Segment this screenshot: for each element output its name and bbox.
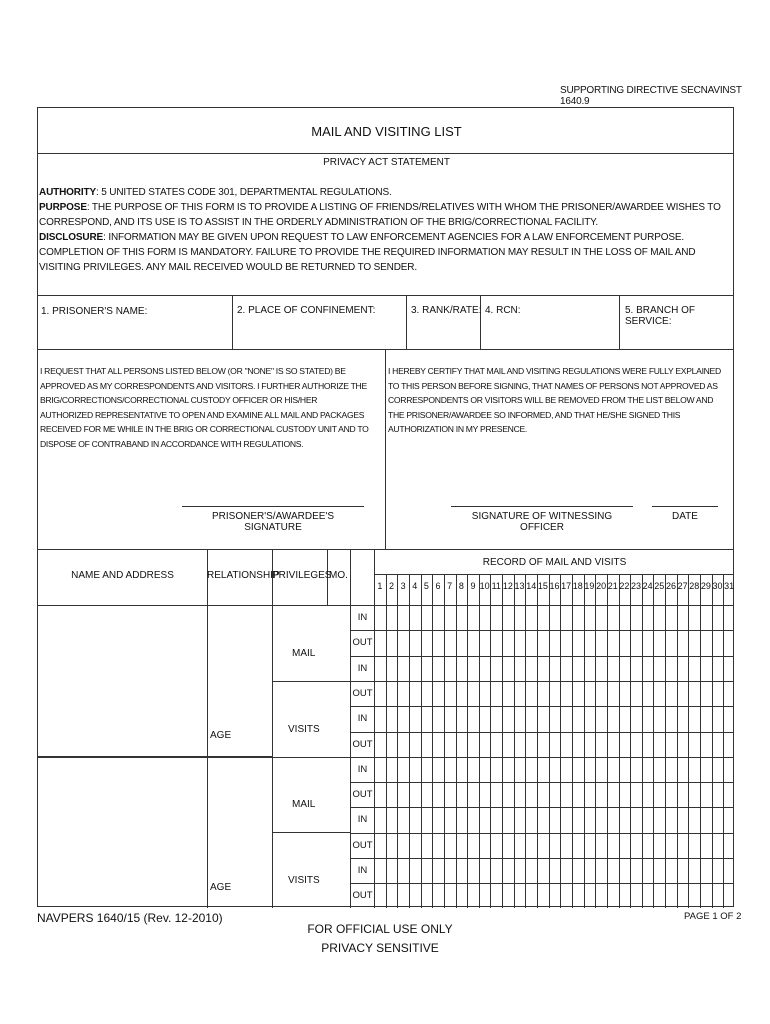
- mail-label: MAIL: [292, 648, 316, 659]
- prisoner-signature-line[interactable]: [182, 506, 364, 507]
- in-label: IN: [357, 814, 368, 826]
- prisoner-name-field[interactable]: 1. PRISONER'S NAME:: [41, 306, 148, 317]
- visits-label: VISITS: [288, 724, 320, 735]
- day-number: 26: [665, 581, 676, 591]
- day-number: 16: [549, 581, 560, 591]
- out-label: OUT: [352, 738, 373, 750]
- day-number: 24: [642, 581, 653, 591]
- grid-row-line: [350, 807, 733, 808]
- divider: [406, 295, 407, 349]
- page-number: PAGE 1 OF 2: [684, 911, 742, 922]
- authority-text: : 5 UNITED STATES CODE 301, DEPARTMENTAL REGULATIONS.: [95, 187, 392, 198]
- day-number: 12: [502, 581, 513, 591]
- divider: [480, 295, 481, 349]
- disclosure-text: : INFORMATION MAY BE GIVEN UPON REQUEST TO LAW ENFORCEMENT AGENCIES FOR A LAW ENFORCEMENT PURPOSE. COMPLETION OF THIS FORM IS MANDATORY. FAILURE TO PROVIDE THE REQUIRED INFORMATION MAY RESULT IN THE LOSS OF MAIL AND VISITING PRIVILEGES. ANY MAIL RECEIVED WOULD BE RETURNED TO SENDER.: [39, 232, 696, 273]
- disclosure-paragraph: [39, 230, 729, 275]
- day-number: 2: [388, 581, 394, 591]
- officer-signature-label: SIGNATURE OF WITNESSING OFFICER: [471, 511, 613, 533]
- divider: [272, 832, 350, 833]
- purpose-label: PURPOSE: [39, 202, 87, 213]
- divider: [38, 549, 733, 550]
- in-label: IN: [357, 612, 368, 623]
- grid-row-line: [350, 858, 733, 859]
- certification-statement: I HEREBY CERTIFY THAT MAIL AND VISITING REGULATIONS WERE FULLY EXPLAINED TO THIS PERSON BEFORE SIGNING, THAT NAMES OF PERSONS NOT APPROVED AS CORRESPONDENTS OR VISITORS WILL BE REMOVED FROM THE LIST BELOW AND THE PRISONER/AWARDEE SO INFORMED, AND THAT HE/SHE SIGNED THIS AUTHORIZATION IN MY PRESENCE.: [388, 366, 721, 435]
- day-number: 23: [631, 581, 642, 591]
- prisoner-signature-label: PRISONER'S/AWARDEE'S SIGNATURE: [212, 511, 334, 533]
- day-number: 31: [724, 581, 735, 591]
- day-number: 21: [607, 581, 618, 591]
- supporting-directive: SUPPORTING DIRECTIVE SECNAVINST 1640.9: [560, 85, 742, 107]
- day-number: 7: [447, 581, 453, 591]
- authority-paragraph: [39, 185, 729, 200]
- privacy-act-statement: [39, 185, 729, 275]
- day-number: 9: [470, 581, 476, 591]
- divider: [374, 549, 375, 908]
- branch-of-service-field[interactable]: 5. BRANCH OF SERVICE:: [625, 305, 696, 327]
- day-number: 25: [654, 581, 665, 591]
- privacy-sensitive-label: PRIVACY SENSITIVE: [321, 941, 439, 955]
- grid-row-line: [350, 883, 733, 884]
- day-number: 22: [619, 581, 630, 591]
- mail-visiting-form: [37, 107, 734, 907]
- divider: [38, 756, 207, 757]
- day-number: 14: [526, 581, 537, 591]
- place-of-confinement-field[interactable]: 2. PLACE OF CONFINEMENT:: [237, 305, 376, 316]
- rank-rate-field[interactable]: 3. RANK/RATE:: [411, 305, 482, 316]
- form-number: NAVPERS 1640/15 (Rev. 12-2010): [37, 911, 223, 925]
- day-number: 8: [458, 581, 464, 591]
- day-number: 17: [561, 581, 572, 591]
- rcn-field[interactable]: 4. RCN:: [485, 305, 521, 316]
- out-label: OUT: [352, 637, 373, 649]
- grid-row-line: [350, 782, 733, 783]
- divider: [38, 153, 733, 154]
- day-number: 20: [596, 581, 607, 591]
- mail-label: MAIL: [292, 799, 316, 810]
- day-number: 13: [514, 581, 525, 591]
- in-label: IN: [357, 763, 368, 775]
- form-title: MAIL AND VISITING LIST: [311, 124, 462, 139]
- day-number: 15: [537, 581, 548, 591]
- grid-row-line: [350, 706, 733, 707]
- divider: [619, 295, 620, 349]
- out-label: OUT: [352, 839, 373, 851]
- date-line[interactable]: [652, 506, 718, 507]
- in-label: IN: [357, 662, 368, 674]
- day-number: 27: [677, 581, 688, 591]
- divider: [38, 295, 733, 296]
- out-label: OUT: [352, 789, 373, 801]
- request-statement: I REQUEST THAT ALL PERSONS LISTED BELOW (OR "NONE" IS SO STATED) BE APPROVED AS MY CORRESPONDENTS AND VISITORS. I FURTHER AUTHORIZE THE BRIG/CORRECTIONS/CORRECTIONAL CUSTODY OFFICER OR HIS/HER AUTHORIZED REPRESENTATIVE TO OPEN AND EXAMINE ALL MAIL AND PACKAGES RECEIVED FOR ME WHILE IN THE BRIG OR CORRECTIONAL CUSTODY UNIT AND TO DISPOSE OF CONTRABAND IN ACCORDANCE WITH REGULATIONS.: [40, 366, 369, 449]
- day-number: 29: [700, 581, 711, 591]
- visits-label: VISITS: [288, 875, 320, 886]
- day-number: 1: [377, 581, 383, 591]
- age-label: AGE: [210, 882, 232, 893]
- officer-signature-line[interactable]: [451, 506, 633, 507]
- date-label: DATE: [672, 511, 698, 522]
- day-number: 11: [491, 581, 501, 591]
- divider: [350, 549, 351, 908]
- divider: [232, 295, 233, 349]
- divider: [207, 549, 208, 908]
- grid-row-line: [350, 630, 733, 631]
- record-header: RECORD OF MAIL AND VISITS: [482, 557, 627, 568]
- in-label: IN: [357, 865, 368, 876]
- privacy-act-heading: PRIVACY ACT STATEMENT: [323, 157, 450, 168]
- privileges-header: PRIVILEGES: [272, 570, 332, 581]
- out-label: OUT: [352, 890, 373, 902]
- name-address-header: NAME AND ADDRESS: [71, 570, 174, 581]
- divider: [272, 549, 273, 908]
- grid-row-line: [350, 681, 733, 682]
- age-label: AGE: [210, 730, 232, 741]
- day-number: 19: [584, 581, 595, 591]
- day-number: 30: [712, 581, 723, 591]
- day-number: 5: [423, 581, 429, 591]
- authority-label: AUTHORITY: [39, 187, 96, 198]
- day-number: 4: [412, 581, 418, 591]
- day-number: 28: [689, 581, 700, 591]
- grid-row-line: [350, 656, 733, 657]
- day-number: 3: [400, 581, 406, 591]
- divider: [385, 349, 386, 549]
- official-use-label: FOR OFFICIAL USE ONLY: [307, 922, 453, 936]
- divider: [207, 756, 272, 757]
- divider: [374, 574, 733, 575]
- relationship-header: RELATIONSHIP: [207, 570, 280, 581]
- purpose-text: : THE PURPOSE OF THIS FORM IS TO PROVIDE A LISTING OF FRIENDS/RELATIVES WITH WHOM THE PRISONER/AWARDEE WISHES TO CORRESPOND, AND ITS USE IS TO ASSIST IN THE ORDERLY ADMINISTRATION OF THE BRIG/CORRECTIONAL FACILITY.: [39, 202, 721, 228]
- divider: [272, 681, 350, 682]
- day-number: 6: [435, 581, 441, 591]
- disclosure-label: DISCLOSURE: [39, 232, 104, 243]
- grid-row-line: [350, 833, 733, 834]
- out-label: OUT: [352, 687, 373, 699]
- month-header: MO.: [329, 570, 348, 581]
- grid-row-line: [350, 732, 733, 733]
- purpose-paragraph: [39, 200, 729, 230]
- day-number: 18: [572, 581, 583, 591]
- in-label: IN: [357, 713, 368, 725]
- day-number: 10: [479, 581, 490, 591]
